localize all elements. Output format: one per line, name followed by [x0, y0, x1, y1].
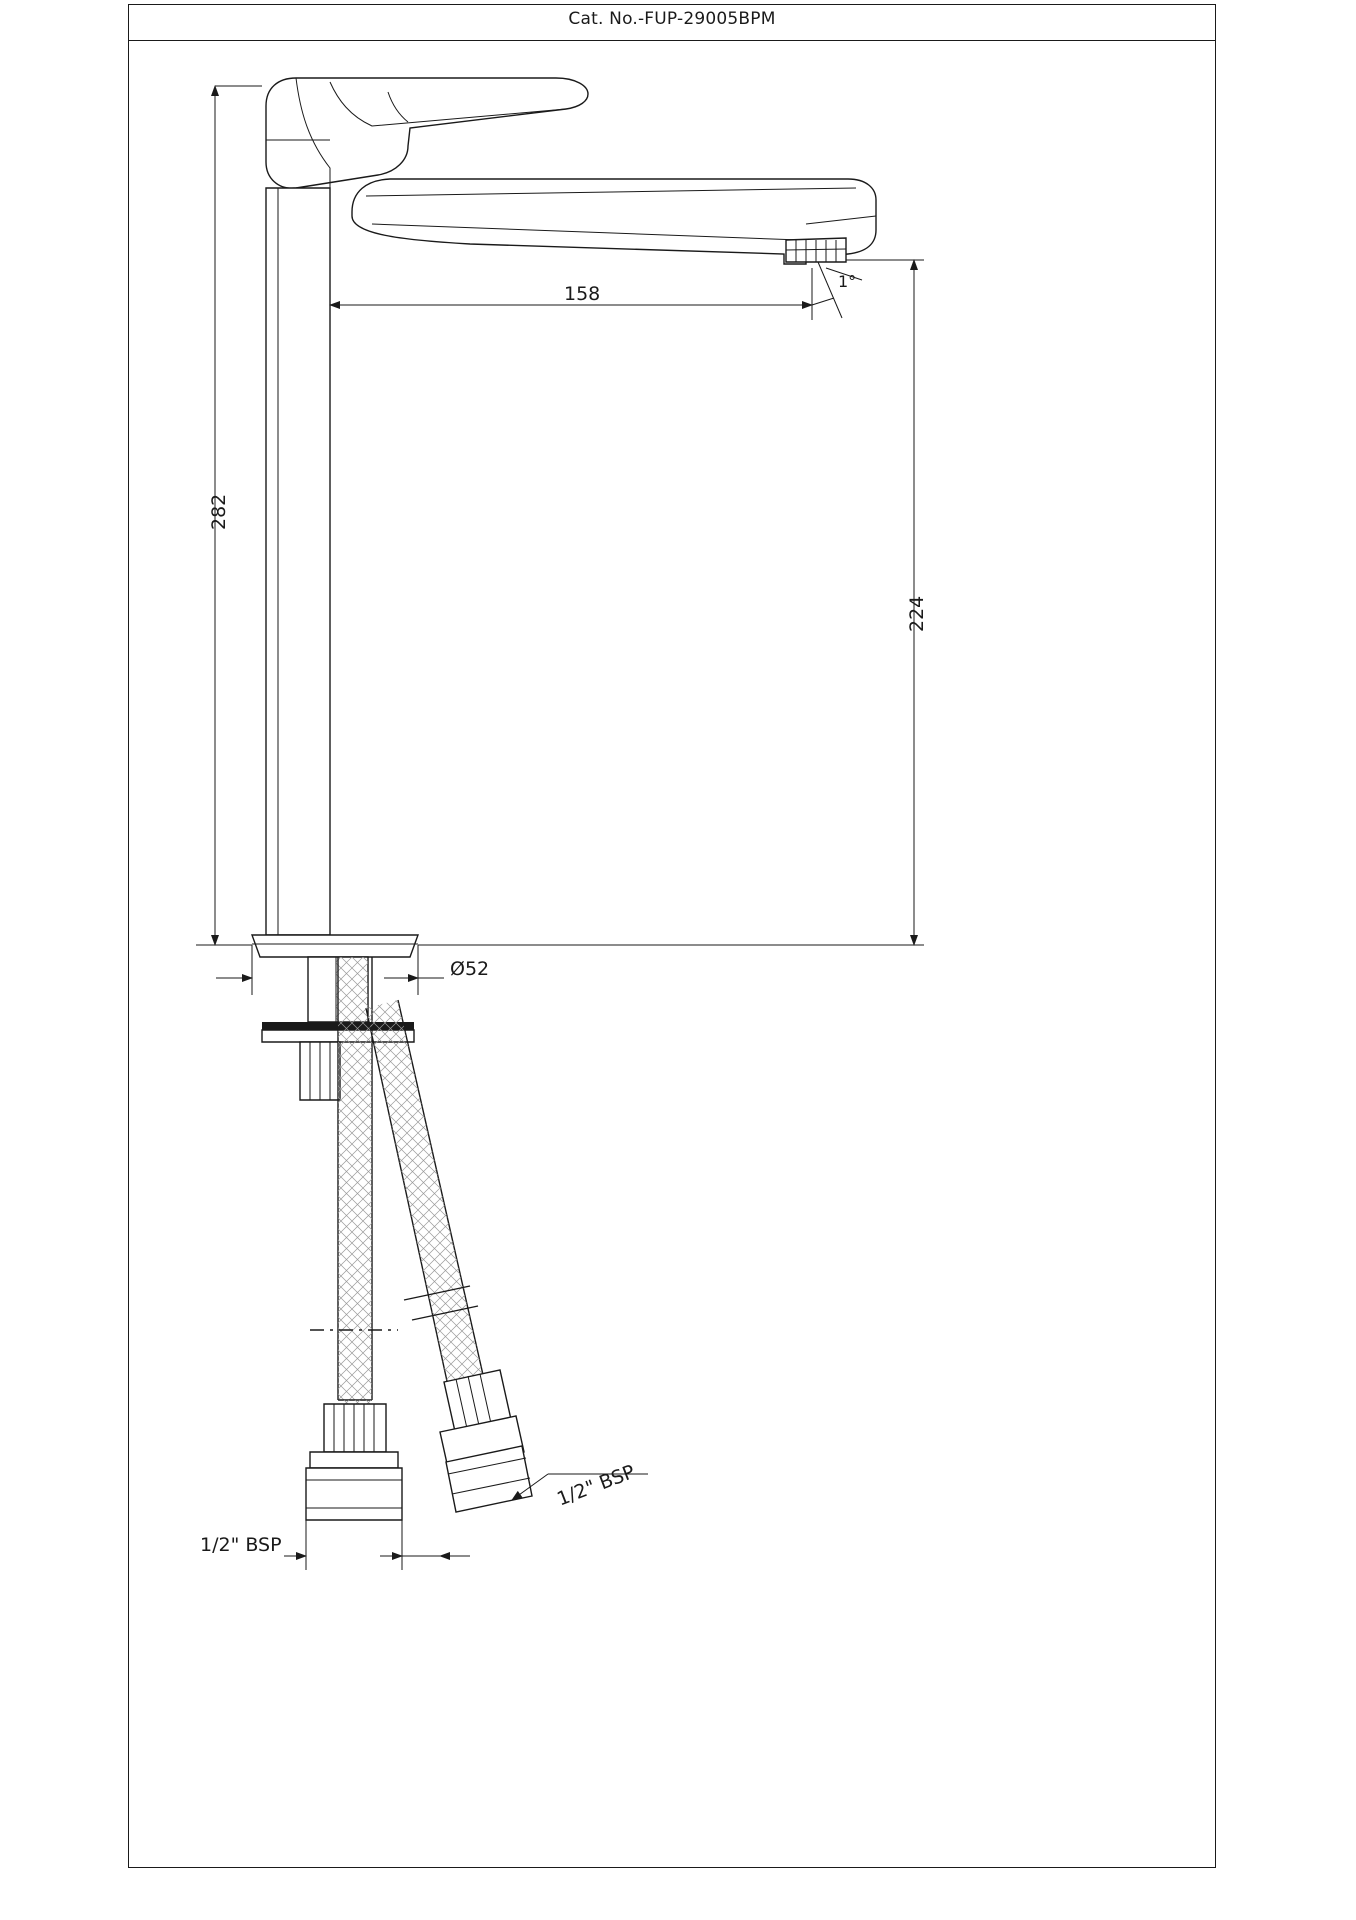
leader-left-bsp — [284, 1520, 470, 1570]
label-spout-height: 224 — [906, 595, 928, 632]
label-outlet-angle: 1° — [838, 272, 857, 291]
label-left-bsp-thread: 1/2" BSP — [200, 1534, 282, 1556]
label-total-height: 282 — [208, 493, 230, 530]
faucet-spout — [352, 179, 876, 264]
dimension-spout-height — [418, 260, 924, 945]
catalog-number-title: Cat. No.-FUP-29005BPM — [568, 9, 776, 29]
flexible-hose-right — [366, 1000, 486, 1395]
label-spout-reach: 158 — [564, 283, 601, 305]
faucet-column — [266, 188, 330, 935]
hose-connector-left — [306, 1404, 402, 1520]
hose-connector-right — [440, 1370, 532, 1512]
label-base-diameter: Ø52 — [450, 958, 490, 980]
faucet-base-flange — [252, 935, 418, 957]
faucet-lever-handle — [266, 78, 588, 188]
label-right-bsp-thread: 1/2" BSP — [554, 1460, 639, 1511]
